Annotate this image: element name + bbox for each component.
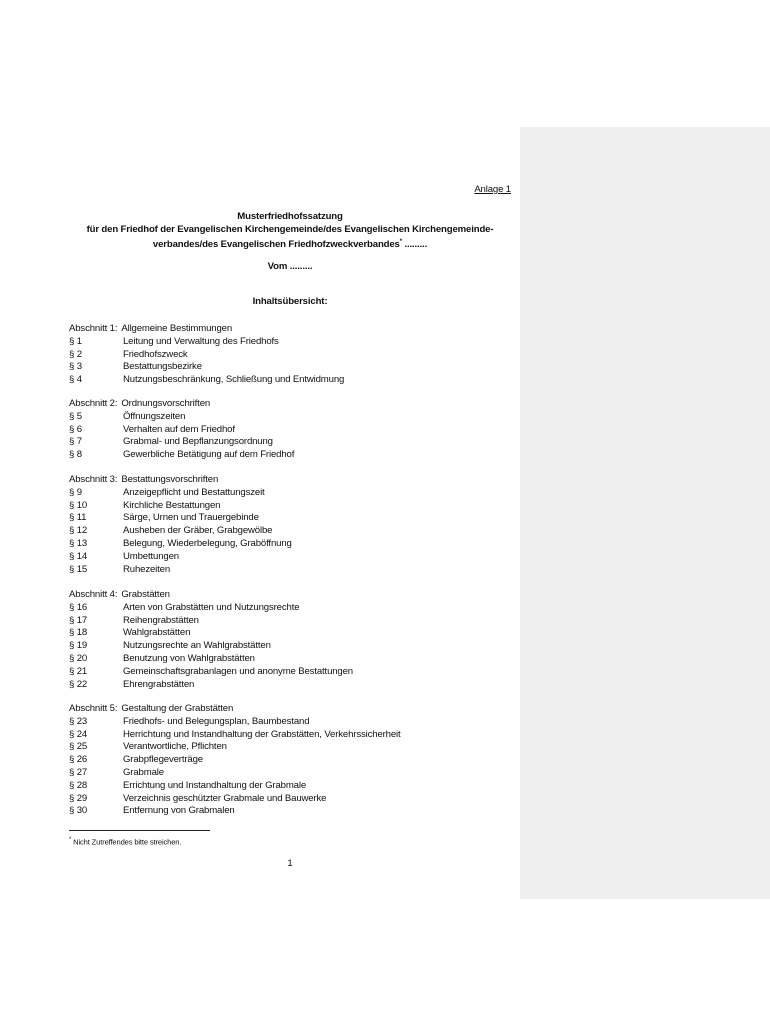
paragraph-title: Verantwortliche, Pflichten [123,741,227,753]
subtitle-line-2 [69,236,511,251]
paragraph-title: Bestattungsbezirke [123,361,202,373]
toc-entry[interactable] [69,653,511,666]
toc-entry[interactable] [69,449,511,462]
toc-entry[interactable] [69,487,511,500]
toc-entry[interactable] [69,780,511,793]
toc-section [69,474,511,576]
paragraph-number: § 23 [69,715,88,727]
toc-entry[interactable] [69,666,511,679]
paragraph-number: § 26 [69,754,88,766]
section-title: Allgemeine Bestimmungen [121,323,233,334]
paragraph-number: § 13 [69,537,88,549]
subtitle-suffix: ......... [401,239,428,251]
section-title: Ordnungsvorschriften [121,398,211,409]
toc-entry[interactable] [69,716,511,729]
paragraph-title: Reihengrabstätten [123,614,199,626]
toc-entry[interactable] [69,729,511,742]
toc-entry[interactable] [69,361,511,374]
paragraph-title: Öffnungszeiten [123,410,186,422]
paragraph-number: § 28 [69,779,88,791]
toc-entry[interactable] [69,754,511,767]
paragraph-number: § 21 [69,665,88,677]
paragraph-title: Grabmal- und Bepflanzungsordnung [123,436,273,448]
section-label: Abschnitt 3: [69,474,118,485]
paragraph-number: § 3 [69,361,82,373]
toc-entry[interactable] [69,627,511,640]
paragraph-title: Ausheben der Gräber, Grabgewölbe [123,525,273,537]
paragraph-title: Grabmale [123,766,164,778]
paragraph-title: Wahlgrabstätten [123,627,191,639]
toc-entry[interactable] [69,500,511,513]
toc-entry[interactable] [69,424,511,437]
footnote-text: Nicht Zutreffendes bitte streichen. [73,837,182,847]
paragraph-number: § 22 [69,678,88,690]
paragraph-number: § 19 [69,640,88,652]
toc-section [69,398,511,462]
toc-entry[interactable] [69,374,511,387]
toc-entry[interactable] [69,805,511,818]
paragraph-number: § 7 [69,436,82,448]
paragraph-number: § 8 [69,449,82,461]
paragraph-number: § 10 [69,499,88,511]
subtitle-line-2-text: verbandes/des Evangelischen Friedhofzweckverbandes [152,239,400,251]
toc-heading: Inhaltsübersicht: [252,296,328,307]
section-heading [69,589,511,602]
section-heading [69,323,511,336]
footnote [69,837,181,847]
paragraph-number: § 5 [69,410,82,422]
section-heading [69,398,511,411]
paragraph-title: Ruhezeiten [123,563,171,575]
paragraph-number: § 9 [69,486,82,498]
paragraph-number: § 27 [69,766,88,778]
section-title: Bestattungsvorschriften [121,474,219,485]
comment-pane [520,127,770,899]
toc-entry[interactable] [69,538,511,551]
paragraph-title: Friedhofszweck [123,348,188,360]
paragraph-number: § 24 [69,728,88,740]
toc-entry[interactable] [69,336,511,349]
paragraph-title: Ehrengrabstätten [123,678,195,690]
paragraph-number: § 6 [69,423,82,435]
footnote-marker[interactable]: * [399,239,402,245]
paragraph-title: Särge, Urnen und Trauergebinde [123,512,259,524]
paragraph-number: § 1 [69,335,82,347]
paragraph-title: Verhalten auf dem Friedhof [123,423,235,435]
paragraph-number: § 11 [69,512,87,524]
paragraph-number: § 14 [69,550,88,562]
paragraph-title: Kirchliche Bestattungen [123,499,221,511]
toc-entry[interactable] [69,411,511,424]
paragraph-title: Nutzungsbeschränkung, Schließung und Entwidmung [123,374,345,386]
footnote-marker-bottom: * [69,837,72,843]
section-label: Abschnitt 2: [69,398,118,409]
paragraph-number: § 15 [69,563,88,575]
paragraph-title: Herrichtung und Instandhaltung der Grabstätten, Verkehrssicherheit [123,728,401,740]
paragraph-number: § 17 [69,614,88,626]
toc-entry[interactable] [69,679,511,692]
paragraph-title: Verzeichnis geschützter Grabmale und Bauwerke [123,792,327,804]
paragraph-title: Anzeigepflicht und Bestattungszeit [123,486,265,498]
page-number: 1 [287,858,293,869]
paragraph-title: Entfernung von Grabmalen [123,805,235,817]
toc-entry[interactable] [69,615,511,628]
paragraph-title: Grabpflegeverträge [123,754,203,766]
paragraph-number: § 12 [69,525,88,537]
toc-section [69,323,511,387]
toc-entry[interactable] [69,525,511,538]
annex-label: Anlage 1 [474,184,511,195]
paragraph-number: § 16 [69,601,88,613]
paragraph-number: § 30 [69,805,88,817]
paragraph-number: § 18 [69,627,88,639]
paragraph-title: Arten von Grabstätten und Nutzungsrechte [123,601,300,613]
paragraph-number: § 25 [69,741,88,753]
paragraph-number: § 29 [69,792,88,804]
toc-entry[interactable] [69,436,511,449]
paragraph-number: § 2 [69,348,82,360]
toc-entry[interactable] [69,640,511,653]
toc-entry[interactable] [69,349,511,362]
section-heading [69,474,511,487]
toc-entry[interactable] [69,564,511,577]
section-heading [69,703,511,716]
paragraph-title: Friedhofs- und Belegungsplan, Baumbestand [123,715,310,727]
toc-entry[interactable] [69,602,511,615]
paragraph-title: Nutzungsrechte an Wahlgrabstätten [123,640,271,652]
toc-entry[interactable] [69,767,511,780]
subtitle-line-1: für den Friedhof der Evangelischen Kirchengemeinde/des Evangelischen Kirchengemeinde- [86,224,494,235]
vom-line: Vom ......... [267,261,313,272]
section-label: Abschnitt 5: [69,703,118,714]
footnote-separator [69,830,210,831]
paragraph-number: § 20 [69,652,88,664]
paragraph-title: Gemeinschaftsgrabanlagen und anonyme Bestattungen [123,665,353,677]
paragraph-number: § 4 [69,374,82,386]
paragraph-title: Belegung, Wiederbelegung, Graböffnung [123,537,292,549]
section-label: Abschnitt 1: [69,323,118,334]
toc-entry[interactable] [69,741,511,754]
paragraph-title: Leitung und Verwaltung des Friedhofs [123,335,279,347]
section-title: Gestaltung der Grabstätten [121,703,234,714]
paragraph-title: Umbettungen [123,550,179,562]
section-title: Grabstätten [121,589,170,600]
paragraph-title: Errichtung und Instandhaltung der Grabmale [123,779,307,791]
paragraph-title: Gewerbliche Betätigung auf dem Friedhof [123,449,295,461]
toc-section [69,589,511,691]
toc-entry[interactable] [69,551,511,564]
title-block [69,210,511,251]
toc-entry[interactable] [69,512,511,525]
paragraph-title: Benutzung von Wahlgrabstätten [123,652,255,664]
document-title: Musterfriedhofssatzung [237,211,343,222]
section-label: Abschnitt 4: [69,589,118,600]
toc-section [69,703,511,818]
toc-entry[interactable] [69,793,511,806]
